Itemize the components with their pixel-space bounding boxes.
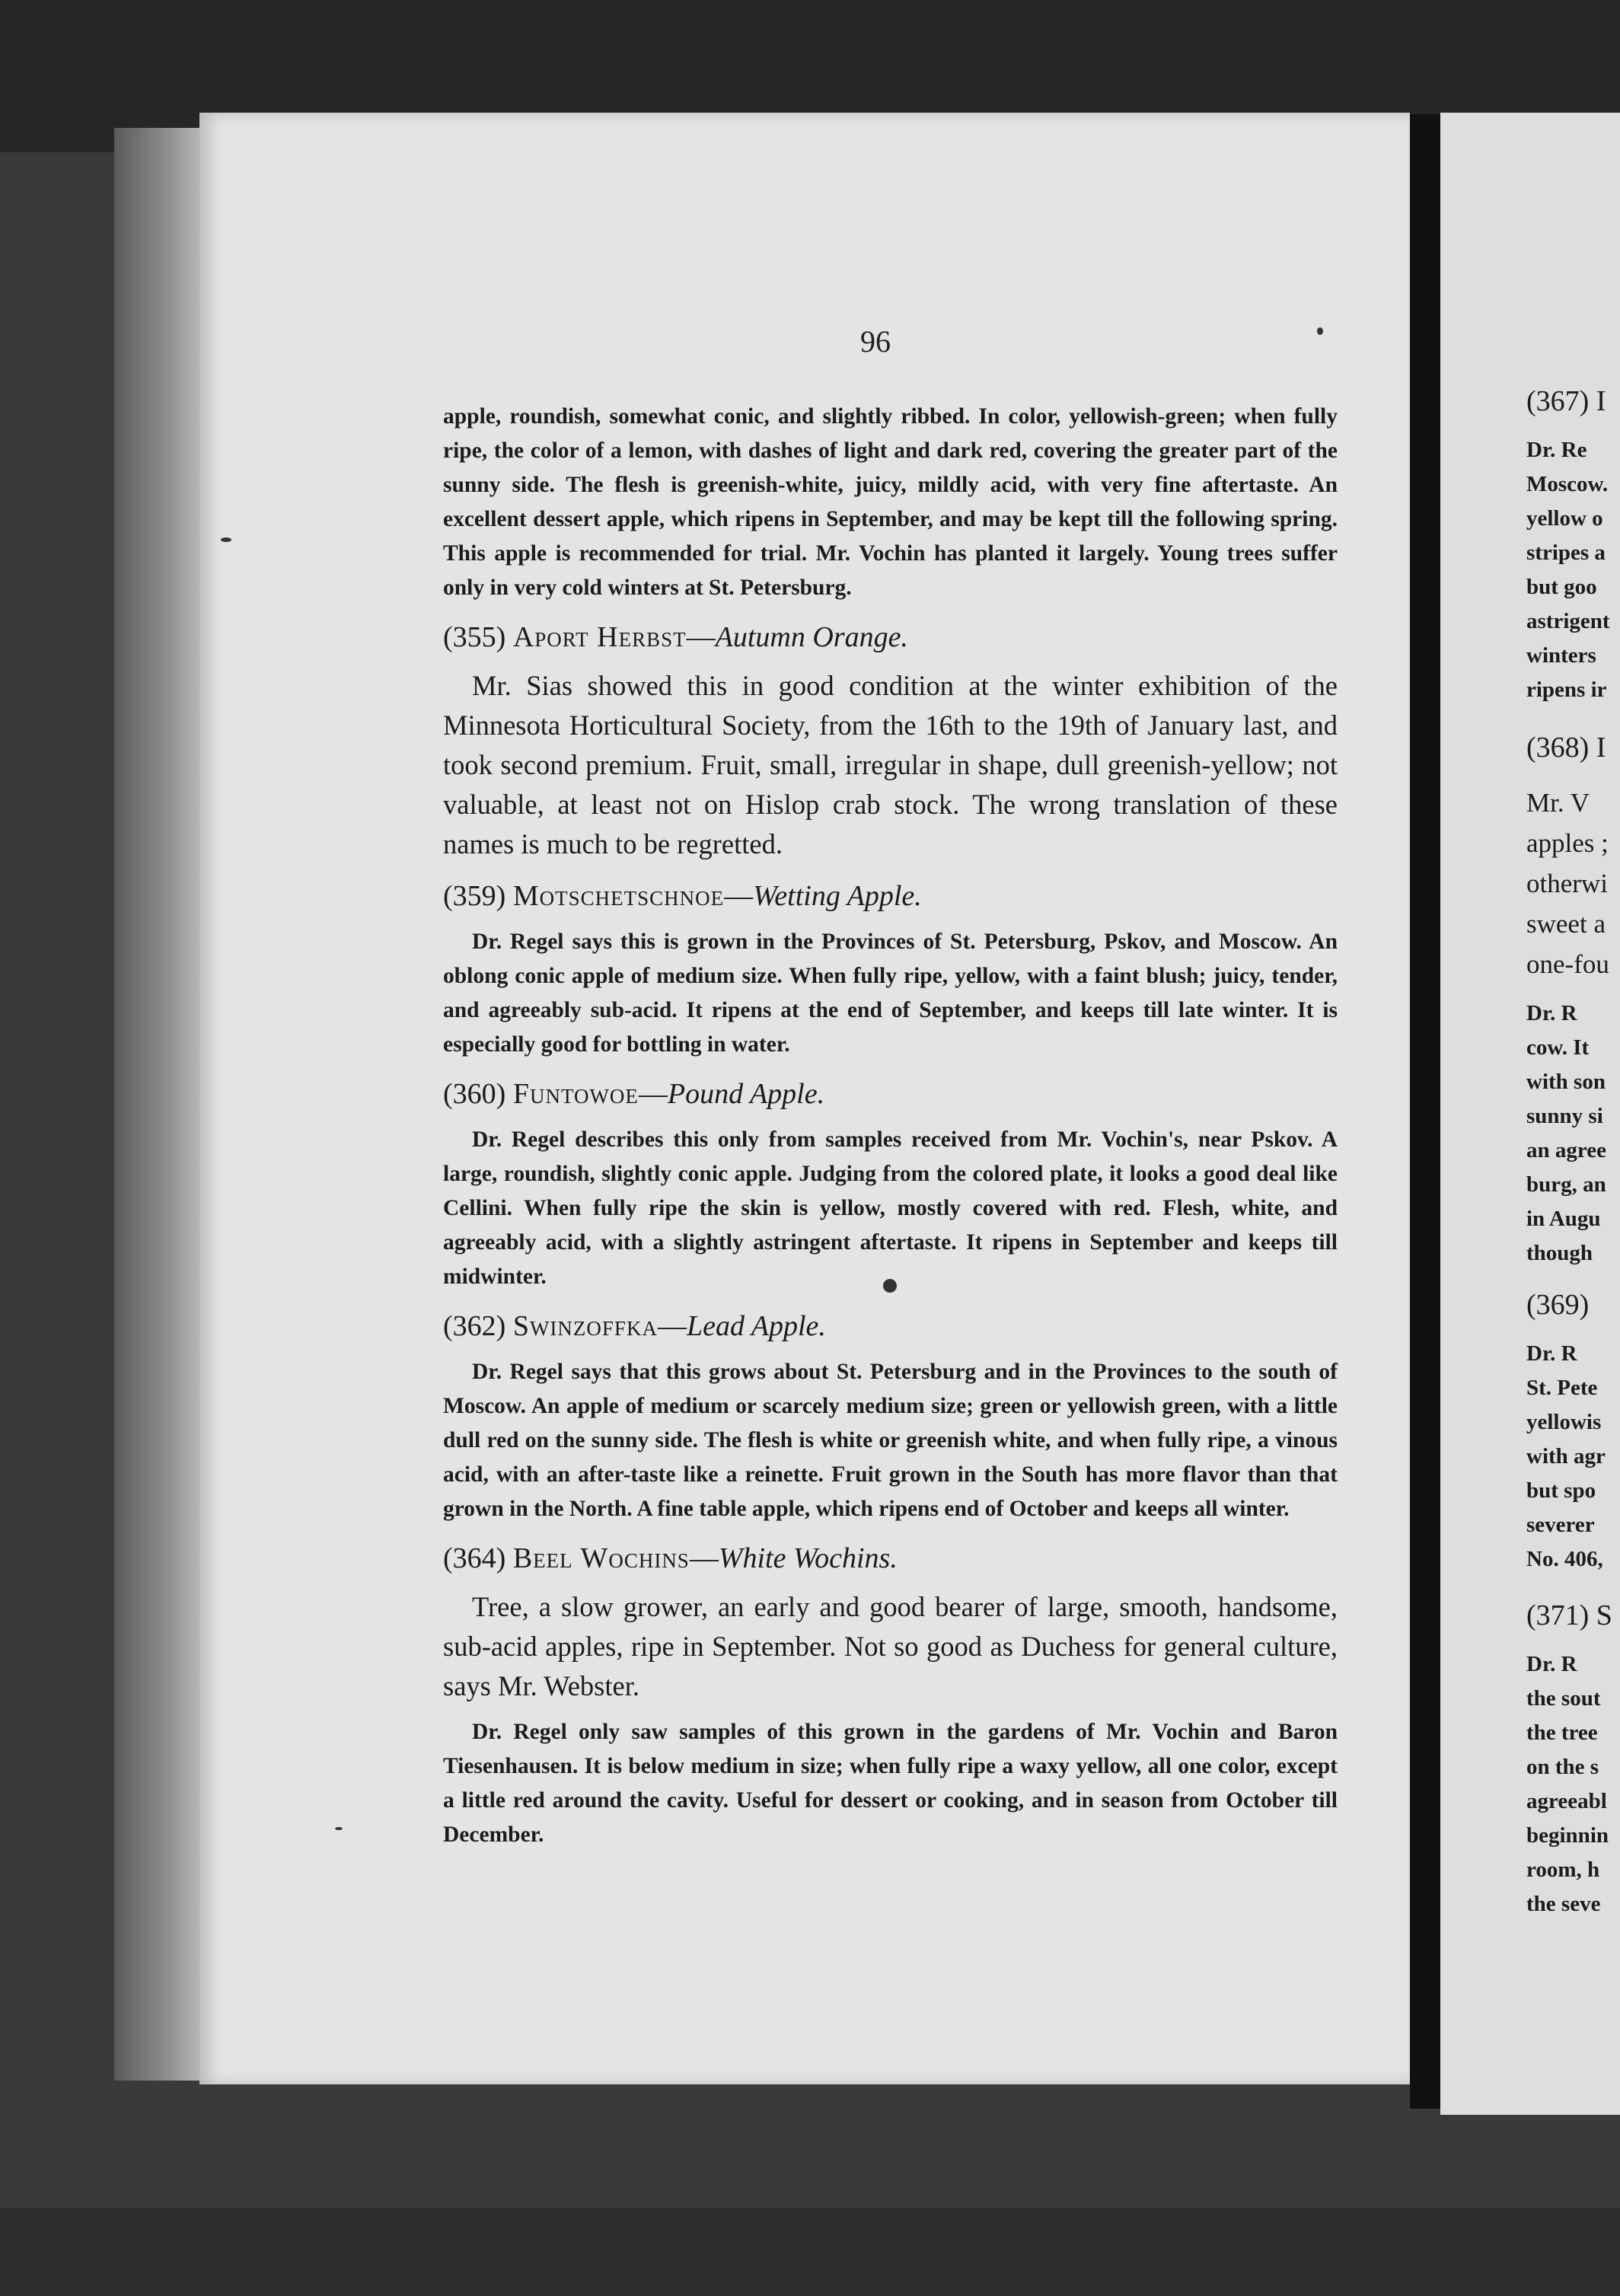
right-line: the tree [1526, 1720, 1598, 1745]
heading-name: Beel Wochins [512, 1542, 690, 1574]
right-line: yellow o [1526, 506, 1603, 531]
right-line: Dr. R [1526, 1341, 1577, 1366]
heading-number: (359) [443, 880, 506, 912]
heading-translation: Wetting Apple. [753, 880, 922, 912]
heading-dash: — [657, 1310, 687, 1342]
right-line: otherwi [1526, 869, 1608, 898]
right-heading-367: (367) I [1526, 385, 1606, 417]
scan-speck [335, 1827, 343, 1830]
right-line: but goo [1526, 575, 1597, 599]
right-line: one-fou [1526, 949, 1609, 979]
right-line: ripens ir [1526, 678, 1607, 702]
right-line: Dr. Re [1526, 438, 1587, 462]
paragraph-continued: apple, roundish, somewhat conic, and slightly ribbed. In color, yellowish-green; when fully ripe, the color of a lemon, with dashes of light and dark red, covering the greater part of the sunny side. The flesh is greenish-white, juicy, mildly acid, with very fine aftertaste. An excellent dessert apple, which ripens in September, and may be kept till the following spring. This apple is recommended for trial. Mr. Vochin has planted it largely. Young trees suffer only in very cold winters at St. Petersburg. [443, 404, 1338, 600]
background-bottom [0, 2208, 1620, 2296]
right-line: beginnin [1526, 1823, 1609, 1848]
heading-translation: Autumn Orange. [715, 621, 908, 653]
right-line: with agr [1526, 1444, 1606, 1468]
heading-number: (362) [443, 1310, 506, 1342]
right-line: winters [1526, 643, 1596, 668]
heading-dash: — [686, 621, 716, 653]
heading-translation: White Wochins. [718, 1542, 898, 1574]
scan-speck [1317, 327, 1323, 335]
heading-translation: Lead Apple. [686, 1310, 826, 1342]
heading-355 [443, 616, 1338, 659]
heading-name: Motschetschnoe [512, 880, 725, 912]
right-line: sunny si [1526, 1104, 1603, 1128]
heading-dash: — [638, 1078, 668, 1110]
right-line: in Augu [1526, 1207, 1601, 1231]
scan-speck [883, 1279, 897, 1293]
heading-translation: Pound Apple. [667, 1078, 825, 1110]
page-edges [114, 128, 202, 2081]
paragraph-355: Mr. Sias showed this in good condition at the winter exhibition of the Minnesota Horticultural Society, from the 16th to the 19th of January last, and took second premium. Fruit, small, irregular in shape, dull greenish-yellow; not valuable, at least not on Hislop crab stock. The wrong translation of these names is much to be regretted. [443, 670, 1338, 859]
right-line: cow. It [1526, 1035, 1590, 1060]
page-content [443, 320, 1338, 1852]
right-line: apples ; [1526, 828, 1609, 858]
heading-name: Swinzoffka [512, 1310, 658, 1342]
right-line: yellowis [1526, 1410, 1602, 1434]
heading-name: Aport Herbst [512, 621, 687, 653]
heading-dash: — [689, 1542, 719, 1574]
right-heading-371: (371) S [1526, 1599, 1612, 1631]
paragraph-364-b: Dr. Regel only saw samples of this grown in the gardens of Mr. Vochin and Baron Tiesenhausen. It is below medium in size; when fully ripe a waxy yellow, all one color, except a little red around the cavity. Useful for dessert or cooking, and in season from October till December. [443, 1720, 1338, 1847]
heading-362 [443, 1305, 1338, 1347]
paragraph-364-a: Tree, a slow grower, an early and good bearer of large, smooth, handsome, sub-acid apples, ripe in September. Not so good as Duchess for general culture, says Mr. Webster. [443, 1591, 1338, 1701]
right-line: the seve [1526, 1892, 1601, 1916]
right-heading-369: (369) [1526, 1289, 1590, 1321]
heading-359 [443, 875, 1338, 917]
paragraph-362: Dr. Regel says that this grows about St. Petersburg and in the Provinces to the south of Moscow. An apple of medium or scarcely medium size; green or yellowish green, with a little dull red on the sunny side. The flesh is white or greenish white, and when fully ripe, a vinous acid, with an after-taste like a reinette. Fruit grown in the South has more flavor than that grown in the North. A fine table apple, which ripens end of October and keeps all winter. [443, 1360, 1338, 1521]
right-line: stripes a [1526, 541, 1606, 565]
scan-speck [221, 537, 231, 542]
heading-dash: — [724, 880, 754, 912]
paragraph-360: Dr. Regel describes this only from samples received from Mr. Vochin's, near Pskov. A large, roundish, slightly conic apple. Judging from the colored plate, it looks a good deal like Cellini. When fully ripe the skin is yellow, mostly covered with red. Flesh, white, and agreeably acid, with a slightly astringent aftertaste. It ripens in September and keeps till midwinter. [443, 1127, 1338, 1289]
right-line: Mr. V [1526, 788, 1590, 818]
right-heading-368: (368) I [1526, 732, 1606, 764]
right-line: severer [1526, 1513, 1595, 1537]
heading-number: (355) [443, 621, 506, 653]
right-line: No. 406, [1526, 1547, 1603, 1571]
right-line: agreeabl [1526, 1789, 1607, 1813]
right-line: but spo [1526, 1478, 1596, 1503]
heading-number: (364) [443, 1542, 506, 1574]
paragraph-359: Dr. Regel says this is grown in the Provinces of St. Petersburg, Pskov, and Moscow. An oblong conic apple of medium size. When fully ripe, yellow, with a faint blush; juicy, tender, and agreeably sub-acid. It ripens at the end of September, and keeps till late winter. It is especially good for bottling in water. [443, 930, 1338, 1057]
right-line: Dr. R [1526, 1652, 1577, 1676]
right-line: the sout [1526, 1686, 1601, 1711]
right-line: burg, an [1526, 1172, 1606, 1197]
right-line: room, h [1526, 1858, 1600, 1882]
right-line: on the s [1526, 1755, 1599, 1779]
right-line: an agree [1526, 1138, 1606, 1162]
right-line: though [1526, 1241, 1593, 1265]
right-line: Dr. R [1526, 1001, 1577, 1025]
right-line: astrigent [1526, 609, 1610, 633]
right-line: sweet a [1526, 909, 1606, 939]
book-gutter [1410, 114, 1440, 2109]
right-line: with son [1526, 1070, 1606, 1094]
page-number: 96 [860, 324, 891, 359]
heading-name: Funtowoe [512, 1078, 639, 1110]
heading-number: (360) [443, 1078, 506, 1110]
heading-364 [443, 1537, 1338, 1580]
right-line: Moscow. [1526, 472, 1609, 496]
right-line: St. Pete [1526, 1376, 1598, 1400]
heading-360 [443, 1073, 1338, 1115]
